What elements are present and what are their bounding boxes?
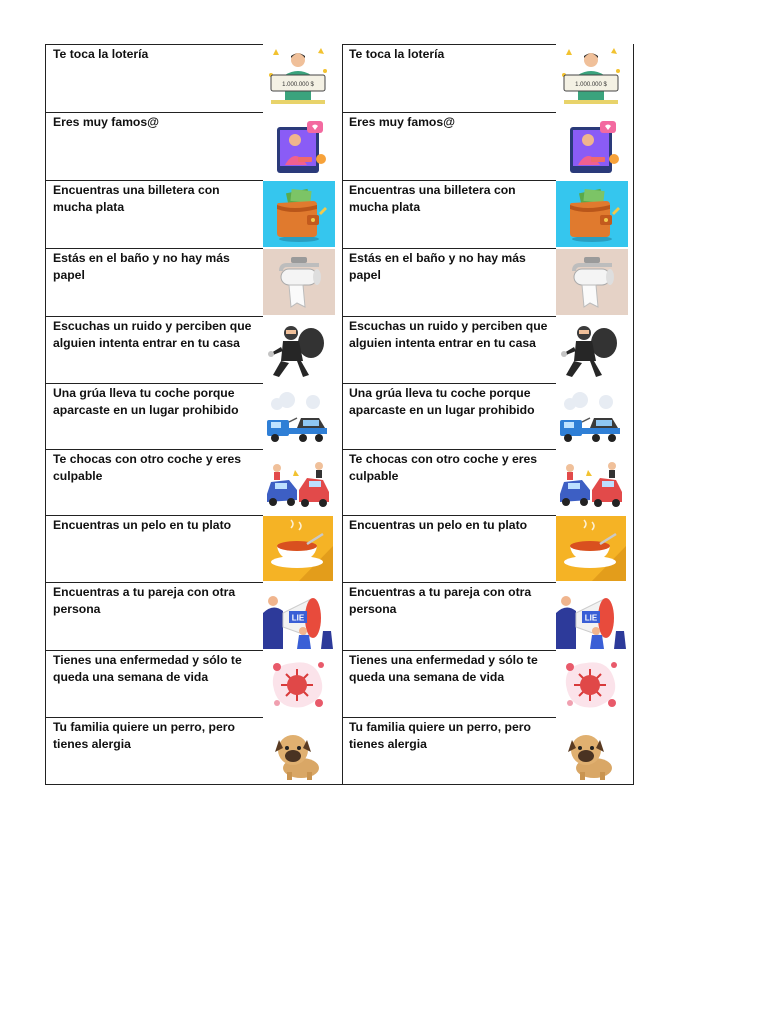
burglar-icon: [263, 317, 335, 382]
lie-megaphone-icon: [263, 583, 335, 649]
tow-truck-icon: [263, 384, 335, 448]
soup-bowl-icon: [556, 516, 628, 581]
empty-toilet-paper-icon: [263, 249, 335, 315]
card-text: Tu familia quiere un perro, pero tienes alergia: [53, 720, 235, 751]
card-table: [45, 44, 634, 785]
lottery-winner-icon: [263, 45, 335, 111]
car-crash-icon: [263, 450, 335, 514]
card-text: Tienes una enfermedad y sólo te queda una semana de vida: [349, 653, 538, 684]
soup-bowl-icon: [263, 516, 335, 581]
lottery-winner-icon: [556, 45, 628, 111]
column-divider: [342, 44, 343, 784]
card-text: Encuentras una billetera con mucha plata: [53, 183, 220, 214]
card-text: Encuentras una billetera con mucha plata: [349, 183, 516, 214]
lottery-amount: 1.000.000 $: [575, 82, 607, 88]
lie-megaphone-icon: [556, 583, 628, 649]
burglar-icon: [556, 317, 628, 382]
card-text: Escuchas un ruido y perciben que alguien intenta entrar en tu casa: [53, 319, 252, 350]
social-media-fame-icon: [556, 113, 628, 179]
card-text: Estás en el baño y no hay más papel: [53, 251, 230, 282]
lie-label: LIE: [291, 613, 305, 623]
card-text: Eres muy famos@: [53, 115, 160, 129]
card-text: Encuentras a tu pareja con otra persona: [53, 585, 236, 616]
card-text: Estás en el baño y no hay más papel: [349, 251, 526, 282]
card-text: Una grúa lleva tu coche porque aparcaste en un lugar prohibido: [53, 386, 239, 417]
lie-label: LIE: [584, 613, 598, 623]
car-crash-icon: [556, 450, 628, 514]
empty-toilet-paper-icon: [556, 249, 628, 315]
card-text: Te chocas con otro coche y eres culpable: [53, 452, 242, 483]
lottery-amount: 1.000.000 $: [282, 82, 314, 88]
card-text: Escuchas un ruido y perciben que alguien intenta entrar en tu casa: [349, 319, 548, 350]
card-text: Eres muy famos@: [349, 115, 456, 129]
tow-truck-icon: [556, 384, 628, 448]
card-text: Encuentras un pelo en tu plato: [349, 518, 528, 532]
card-text: Una grúa lleva tu coche porque aparcaste en un lugar prohibido: [349, 386, 535, 417]
pug-dog-icon: [556, 718, 628, 783]
card-text: Te toca la lotería: [53, 47, 149, 61]
card-text: Encuentras un pelo en tu plato: [53, 518, 232, 532]
wallet-money-icon: [263, 181, 335, 247]
card-text: Tu familia quiere un perro, pero tienes alergia: [349, 720, 531, 751]
pug-dog-icon: [263, 718, 335, 783]
card-text: Te toca la lotería: [349, 47, 445, 61]
card-text: Encuentras a tu pareja con otra persona: [349, 585, 532, 616]
virus-icon: [556, 651, 628, 716]
card-text: Te chocas con otro coche y eres culpable: [349, 452, 538, 483]
virus-icon: [263, 651, 335, 716]
wallet-money-icon: [556, 181, 628, 247]
social-media-fame-icon: [263, 113, 335, 179]
card-text: Tienes una enfermedad y sólo te queda una semana de vida: [53, 653, 242, 684]
